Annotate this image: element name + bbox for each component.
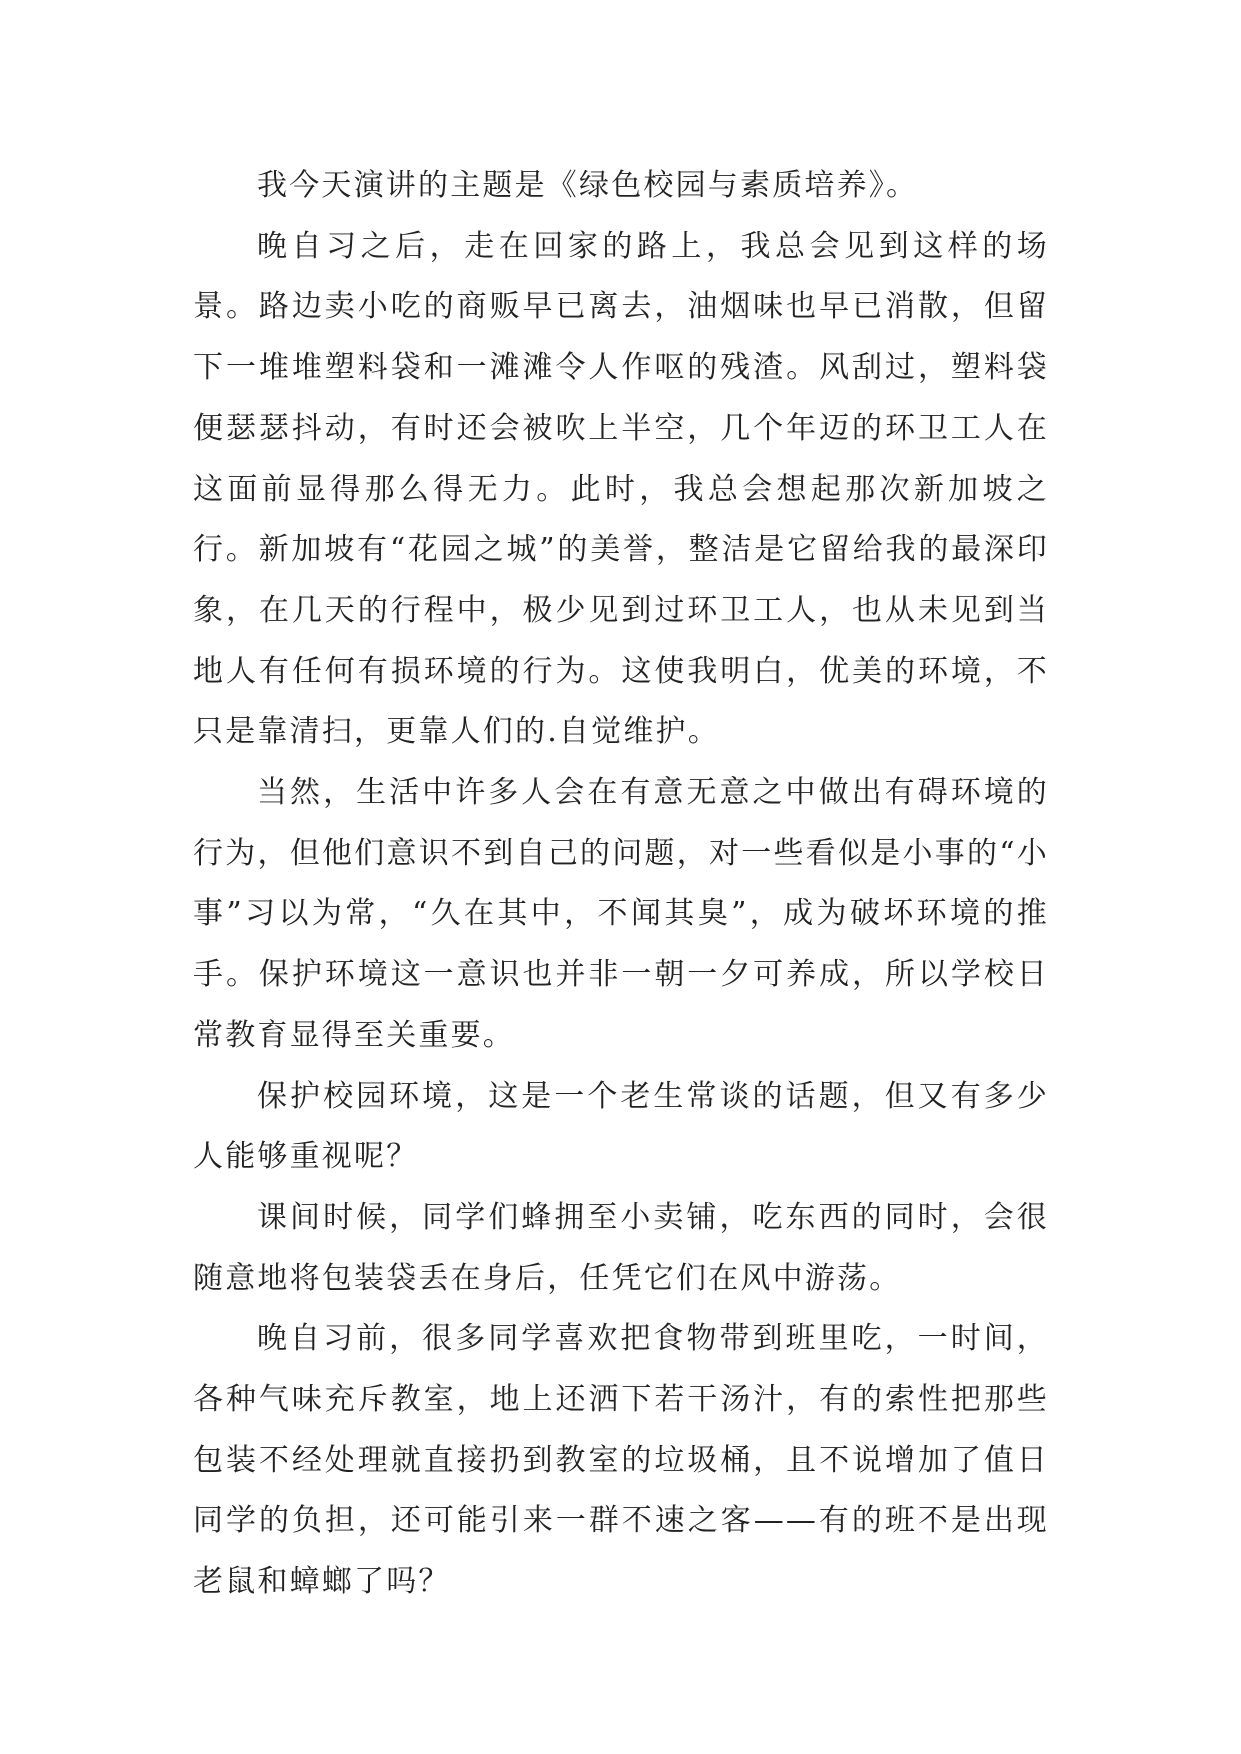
paragraph-2: 晚自习之后，走在回家的路上，我总会见到这样的场景。路边卖小吃的商贩早已离去，油烟味也早已消散，但留下一堆堆塑料袋和一滩滩令人作呕的残渣。风刮过，塑料袋便瑟瑟抖动，有时还会被吹上半空，几个年迈的环卫工人在这面前显得那么得无力。此时，我总会想起那次新加坡之行。新加坡有“花园之城”的美誉，整洁是它留给我的最深印象，在几天的行程中，极少见到过环卫工人，也从未见到当地人有任何有损环境的行为。这使我明白，优美的环境，不只是靠清扫，更靠人们的.自觉维护。: [193, 228, 1049, 750]
paragraph-5: 课间时候，同学们蜂拥至小卖铺，吃东西的同时，会很随意地将包装袋丢在身后，任凭它们在风中游荡。: [193, 1199, 1049, 1296]
paragraph-6: 晚自习前，很多同学喜欢把食物带到班里吃，一时间，各种气味充斥教室，地上还洒下若干汤汁，有的索性把那些包装不经处理就直接扔到教室的垃圾桶，且不说增加了值日同学的负担，还可能引来一群不速之客——有的班不是出现老鼠和蟑螂了吗？: [193, 1321, 1049, 1600]
paragraph-1: 我今天演讲的主题是《绿色校园与素质培养》。: [257, 168, 919, 203]
document-body: [193, 156, 1049, 1613]
paragraph-4: 保护校园环境，这是一个老生常谈的话题，但又有多少人能够重视呢？: [193, 1078, 1049, 1175]
paragraph-3: 当然，生活中许多人会在有意无意之中做出有碍环境的行为，但他们意识不到自己的问题，对一些看似是小事的“小事”习以为常，“久在其中，不闻其臭”，成为破坏环境的推手。保护环境这一意识也并非一朝一夕可养成，所以学校日常教育显得至关重要。: [193, 775, 1049, 1053]
